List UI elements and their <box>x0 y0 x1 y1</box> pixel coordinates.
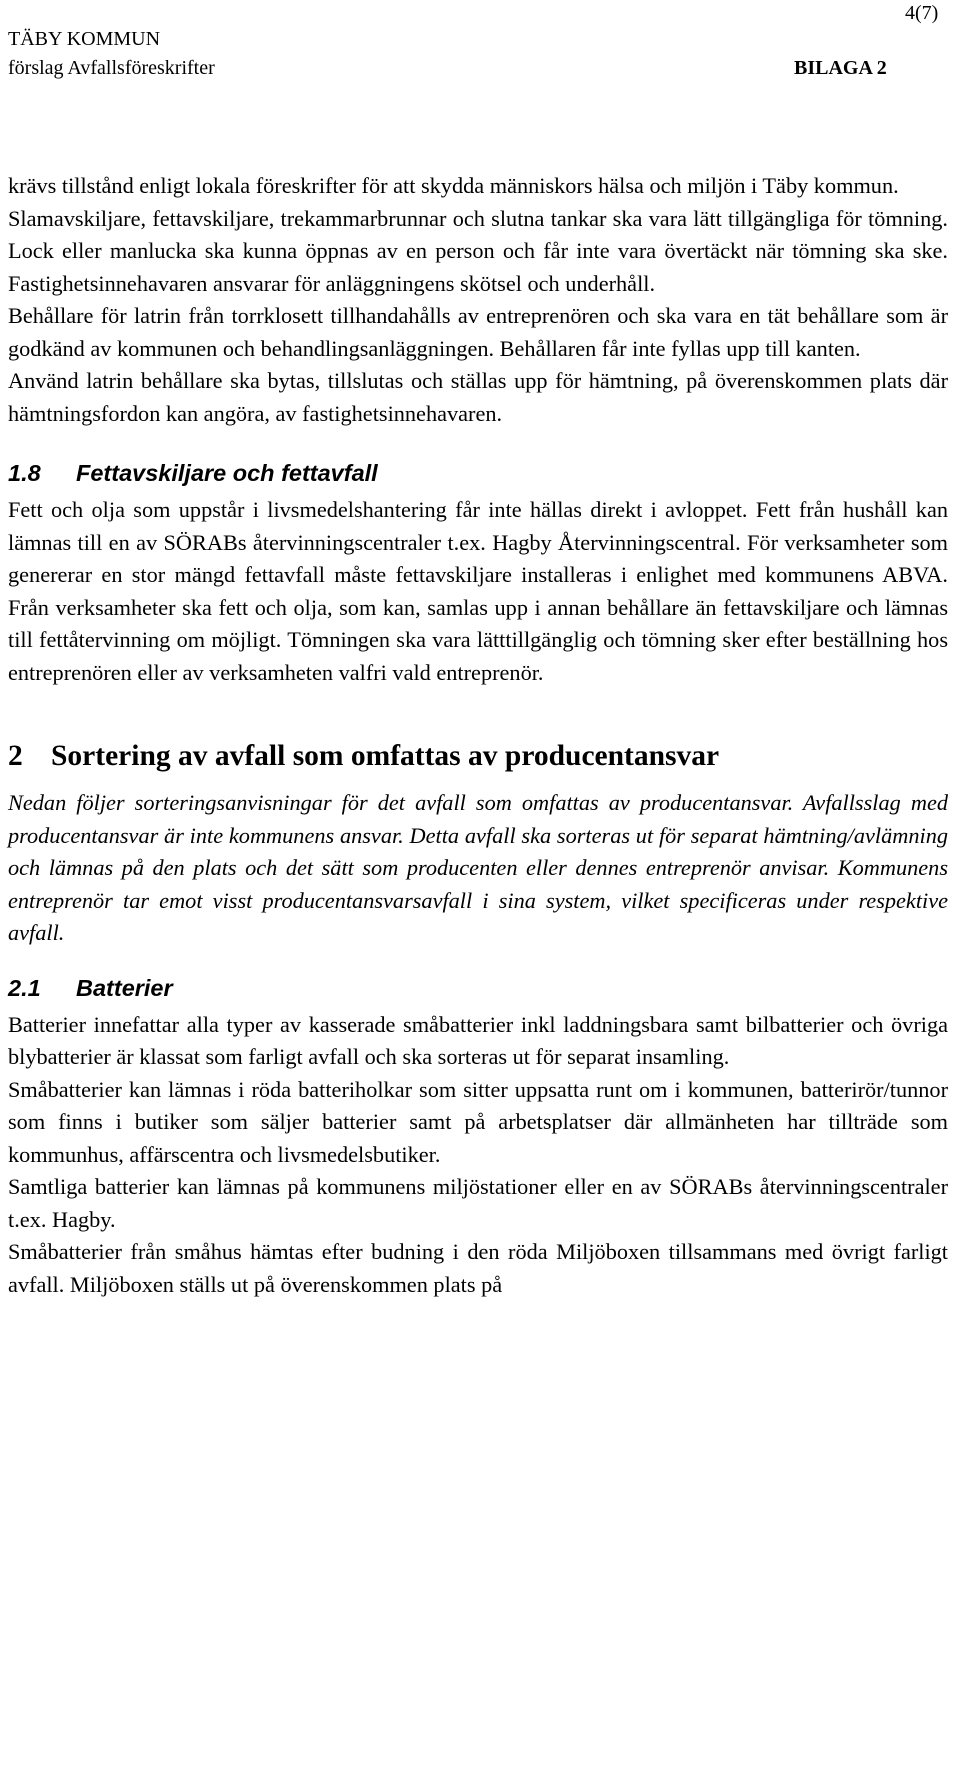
section-number: 2 <box>8 740 23 772</box>
section-title: Batterier <box>76 974 173 1001</box>
paragraph: Småbatterier kan lämnas i röda batteriholkar som sitter uppsatta runt om i kommunen, batterirör/tunnor som finns i butiker som säljer batterier samt på arbetsplatser där allmänheten har tillträde som kommunhus, affärscentra och livsmedelsbutiker. <box>8 1076 948 1167</box>
annex-label: BILAGA 2 <box>794 57 887 79</box>
paragraph: Slamavskiljare, fettavskiljare, trekammarbrunnar och slutna tankar ska vara lätt tillgängliga för tömning. Lock eller manlucka ska kunna öppnas av en person och får inte vara övertäckt när tömning ska ske. Fastighetsinnehavaren ansvarar för anläggningens skötsel och underhåll. <box>8 205 948 296</box>
paragraph: krävs tillstånd enligt lokala föreskrifter för att skydda människors hälsa och miljön i Täby kommun. <box>8 173 899 198</box>
section-title: Sortering av avfall som omfattas av producentansvar <box>51 740 720 772</box>
section-heading-2-1 <box>8 973 948 1003</box>
paragraph: Fett och olja som uppstår i livsmedelshantering får inte hällas direkt i avloppet. Fett från hushåll kan lämnas till en av SÖRABs återvinningscentraler t.ex. Hagby Återvinningscentral. För verksamheter som genererar en stor mängd fettavfall måste fettavskiljare installeras i enlighet med kommunens ABVA. Från verksamheter ska fett och olja, som kan, samlas upp i annan behållare än fettavskiljare och lämnas till fettåtervinning om möjligt. Tömningen ska vara lätttillgänglig och tömning sker efter beställning hos entreprenören eller av verksamheten valfri vald entreprenör. <box>8 497 948 685</box>
paragraph: Samtliga batterier kan lämnas på kommunens miljöstationer eller en av SÖRABs återvinningscentraler t.ex. Hagby. <box>8 1174 948 1232</box>
section-number: 2.1 <box>8 974 41 1001</box>
paragraph: Batterier innefattar alla typer av kasserade småbatterier inkl laddningsbara samt bilbatterier och övriga blybatterier är klassat som farligt avfall och ska sorteras ut för separat insamling. <box>8 1011 948 1069</box>
section-heading-1-8 <box>8 458 948 488</box>
section-heading-2 <box>8 739 948 773</box>
paragraph: Behållare för latrin från torrklosett tillhandahålls av entreprenören och ska vara en tät behållare som är godkänd av kommunen och behandlingsanläggningen. Behållaren får inte fyllas upp till kanten. <box>8 303 948 361</box>
paragraph: Använd latrin behållare ska bytas, tillslutas och ställas upp för hämtning, på överenskommen plats där hämtningsfordon kan angöra, av fastighetsinnehavaren. <box>8 368 948 426</box>
paragraph: Småbatterier från småhus hämtas efter budning i den röda Miljöboxen tillsammans med övrigt farligt avfall. Miljöboxen ställs ut på överenskommen plats på <box>8 1239 948 1297</box>
document-title: förslag Avfallsföreskrifter <box>8 57 215 79</box>
section-intro: Nedan följer sorteringsanvisningar för det avfall som omfattas av producentansvar. Avfallsslag med producentansvar är inte kommunens ansvar. Detta avfall ska sorteras ut för separat hämtning/avlämning och lämnas på den plats och det sätt som producenten eller dennes entreprenör anvisar. Kommunens entreprenör tar emot visst producentansvarsavfall i sina system, vilket specificeras under respektive avfall. <box>8 790 948 945</box>
section-title: Fettavskiljare och fettavfall <box>76 460 378 486</box>
document-header <box>8 57 908 80</box>
page-number: 4(7) <box>905 2 939 24</box>
section-number: 1.8 <box>8 460 41 486</box>
document-body <box>8 170 948 1301</box>
organization-name: TÄBY KOMMUN <box>8 28 161 50</box>
